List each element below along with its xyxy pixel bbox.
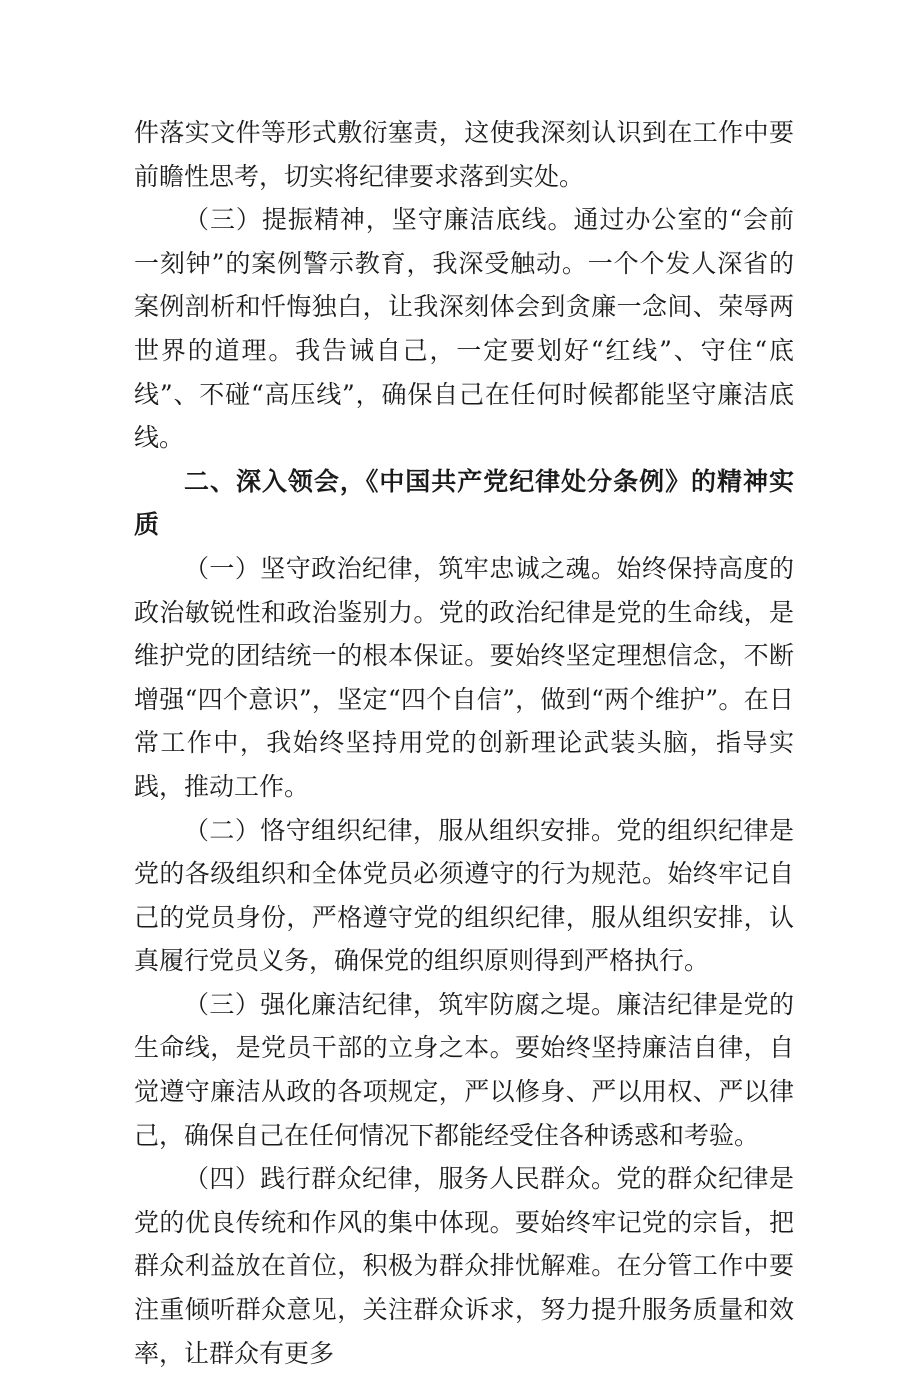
paragraph-mass-discipline: （四）践行群众纪律，服务人民群众。党的群众纪律是党的优良传统和作风的集中体现。要始终牢记党的宗旨，把群众利益放在首位，积极为群众排忧解难。在分管工作中要注重倾听群众意见，关注群众诉求，努力提升服务质量和效率，让群众有更多 [134,1164,794,1368]
paragraph-uplift-spirit: （三）提振精神，坚守廉洁底线。通过办公室的“会前一刻钟”的案例警示教育，我深受触动。一个个发人深省的案例剖析和忏悔独白，让我深刻体会到贪廉一念间、荣辱两世界的道理。我告诫自己，一定要划好“红线”、守住“底线”、不碰“高压线”，确保自己在任何时候都能坚守廉洁底线。 [134,205,794,453]
paragraph-integrity-discipline: （三）强化廉洁纪律，筑牢防腐之堤。廉洁纪律是党的生命线，是党员干部的立身之本。要始终坚持廉洁自律，自觉遵守廉洁从政的各项规定，严以修身、严以用权、严以律己，确保自己在任何情况下都能经受住各种诱惑和考验。 [134,989,794,1150]
paragraph-political-discipline: （一）坚守政治纪律，筑牢忠诚之魂。始终保持高度的政治敏锐性和政治鉴别力。党的政治纪律是党的生命线，是维护党的团结统一的根本保证。要始终坚定理想信念，不断增强“四个意识”，坚定“四个自信”，做到“两个维护”。在日常工作中，我始终坚持用党的创新理论武装头脑，指导实践，推动工作。 [134,553,794,801]
paragraph-organizational-discipline: （二）恪守组织纪律，服从组织安排。党的组织纪律是党的各级组织和全体党员必须遵守的行为规范。始终牢记自己的党员身份，严格遵守党的组织纪律，服从组织安排，认真履行党员义务，确保党的组织原则得到严格执行。 [134,815,794,976]
section-heading: 二、深入领会，《中国共产党纪律处分条例》的精神实质 [134,466,794,540]
paragraph-continuation: 件落实文件等形式敷衍塞责，这使我深刻认识到在工作中要前瞻性思考，切实将纪律要求落到实处。 [134,118,794,191]
document-body [134,111,794,1375]
